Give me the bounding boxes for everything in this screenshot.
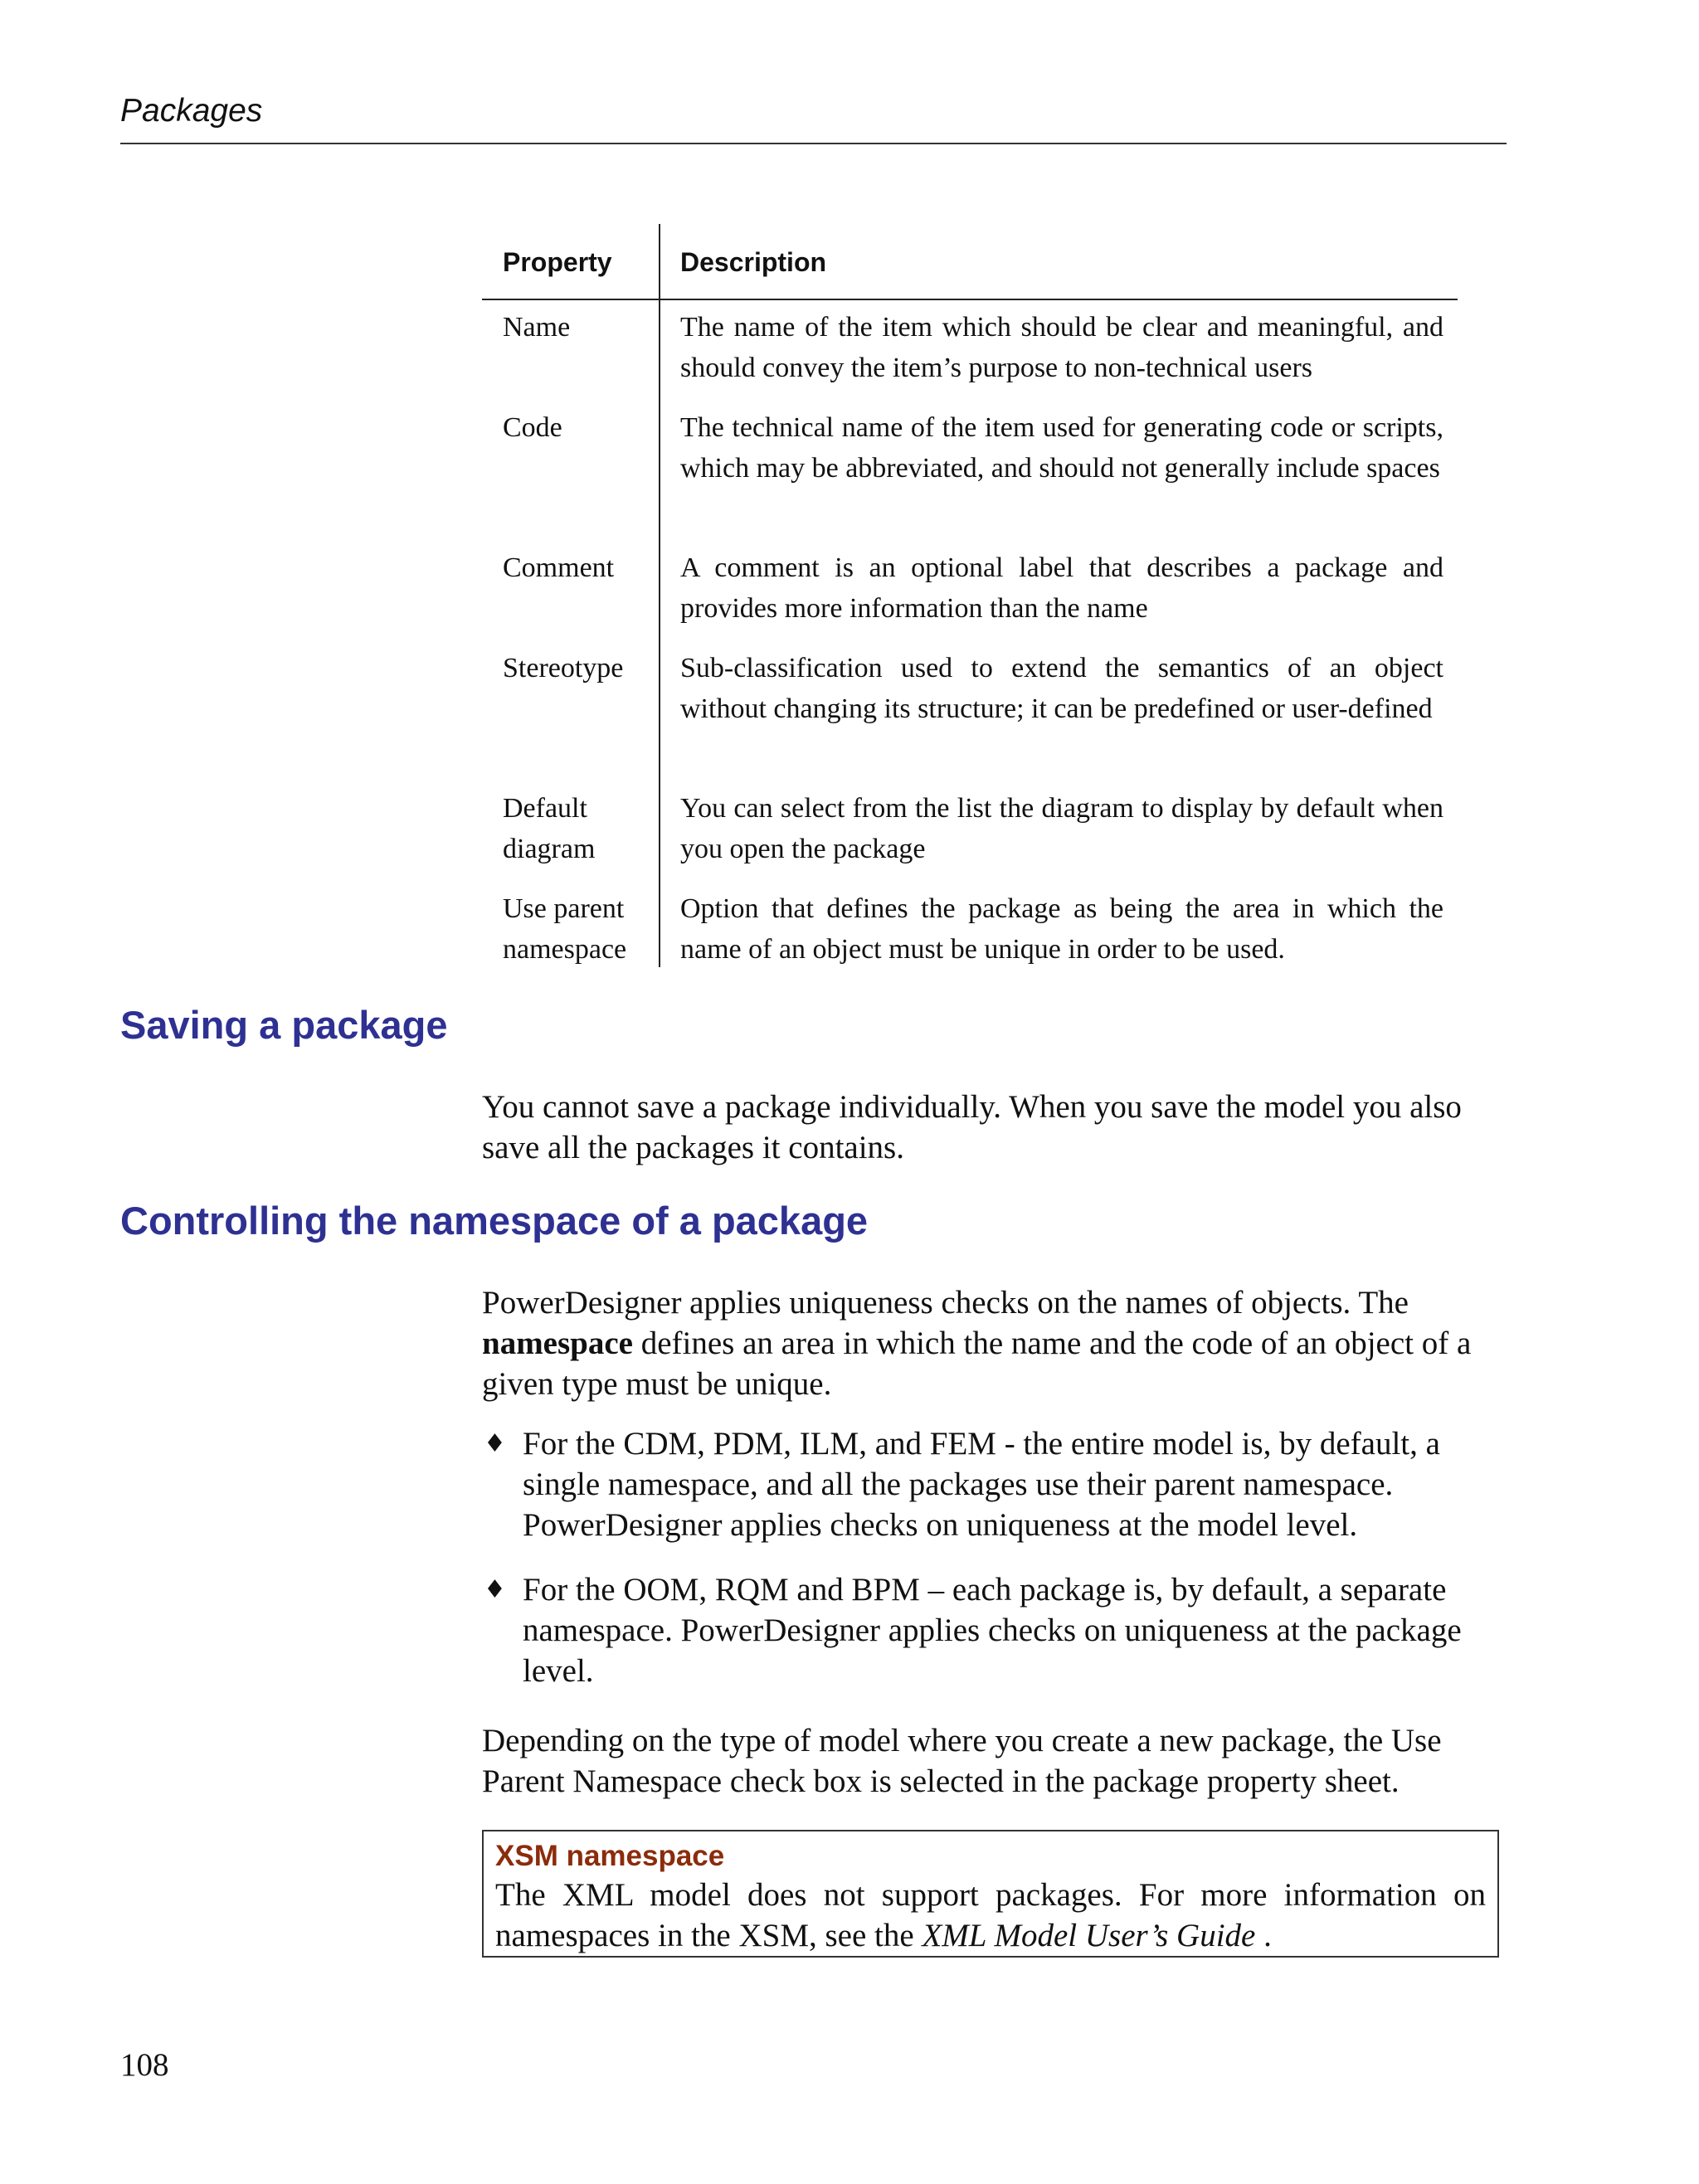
diamond-bullet-icon: ♦: [484, 1429, 506, 1458]
property-description: A comment is an optional label that describes a package and provides more information than the name: [680, 552, 1443, 624]
namespace-term: namespace: [482, 1325, 633, 1361]
intro-text: PowerDesigner applies uniqueness checks on the names of objects. The: [482, 1285, 1409, 1321]
property-name: Default diagram: [503, 793, 596, 864]
note-box: [482, 1830, 1499, 1958]
saving-paragraph: You cannot save a package individually. When you save the model you also save all the packages it contains.: [482, 1089, 1462, 1165]
list-item: [482, 1423, 1507, 1545]
property-description: Option that defines the package as being the area in which the name of an object must be unique in order to be used.: [680, 893, 1443, 965]
property-name: Code: [503, 412, 562, 443]
property-description: You can select from the list the diagram to display by default when you open the package: [680, 793, 1443, 864]
list-item-text: For the CDM, PDM, ILM, and FEM - the entire model is, by default, a single namespace, and all the packages use their parent namespace. PowerDesigner applies checks on uniqueness at the model level.: [523, 1426, 1440, 1543]
namespace-bullet-list: [482, 1423, 1507, 1715]
note-text-start: The XML model does not support packages. For more information on namespaces in the XSM, see the: [495, 1877, 1486, 1953]
intro-text-continued: defines an area in which the name and the code of an object of a given type must be unique.: [482, 1325, 1472, 1402]
property-name: Use parent namespace: [503, 893, 627, 965]
section-heading-namespace: Controlling the namespace of a package: [120, 1199, 869, 1243]
note-text: [495, 1875, 1486, 1956]
property-name: Stereotype: [503, 653, 624, 683]
page-number: 108: [120, 2047, 169, 2083]
property-name: Comment: [503, 552, 615, 583]
table-column-divider: [659, 224, 660, 967]
list-item: [482, 1569, 1507, 1691]
note-title: XSM namespace: [495, 1840, 725, 1872]
namespace-closing-paragraph: Depending on the type of model where you create a new package, the Use Parent Namespace check box is selected in the package property sheet.: [482, 1723, 1442, 1799]
running-header: Packages: [120, 93, 263, 129]
column-header-description: Description: [680, 247, 827, 277]
property-description: Sub-classification used to extend the semantics of an object without changing its structure; it can be predefined or user-defined: [680, 653, 1443, 724]
property-description: The name of the item which should be clear and meaningful, and should convey the item’s purpose to non-technical users: [680, 312, 1443, 383]
table-header-row: [482, 247, 1458, 300]
list-item-text: For the OOM, RQM and BPM – each package is, by default, a separate namespace. PowerDesigner applies checks on uniqueness at the package level.: [523, 1572, 1462, 1689]
note-text-end: .: [1255, 1918, 1272, 1953]
section-heading-saving: Saving a package: [120, 1003, 448, 1047]
diamond-bullet-icon: ♦: [484, 1575, 506, 1604]
property-description: The technical name of the item used for generating code or scripts, which may be abbreviated, and should not generally include spaces: [680, 412, 1443, 484]
column-header-property: Property: [503, 247, 612, 277]
property-name: Name: [503, 312, 571, 343]
header-rule: [120, 143, 1507, 144]
guide-title: XML Model User’s Guide: [922, 1918, 1256, 1953]
namespace-intro-paragraph: [482, 1282, 1502, 1404]
